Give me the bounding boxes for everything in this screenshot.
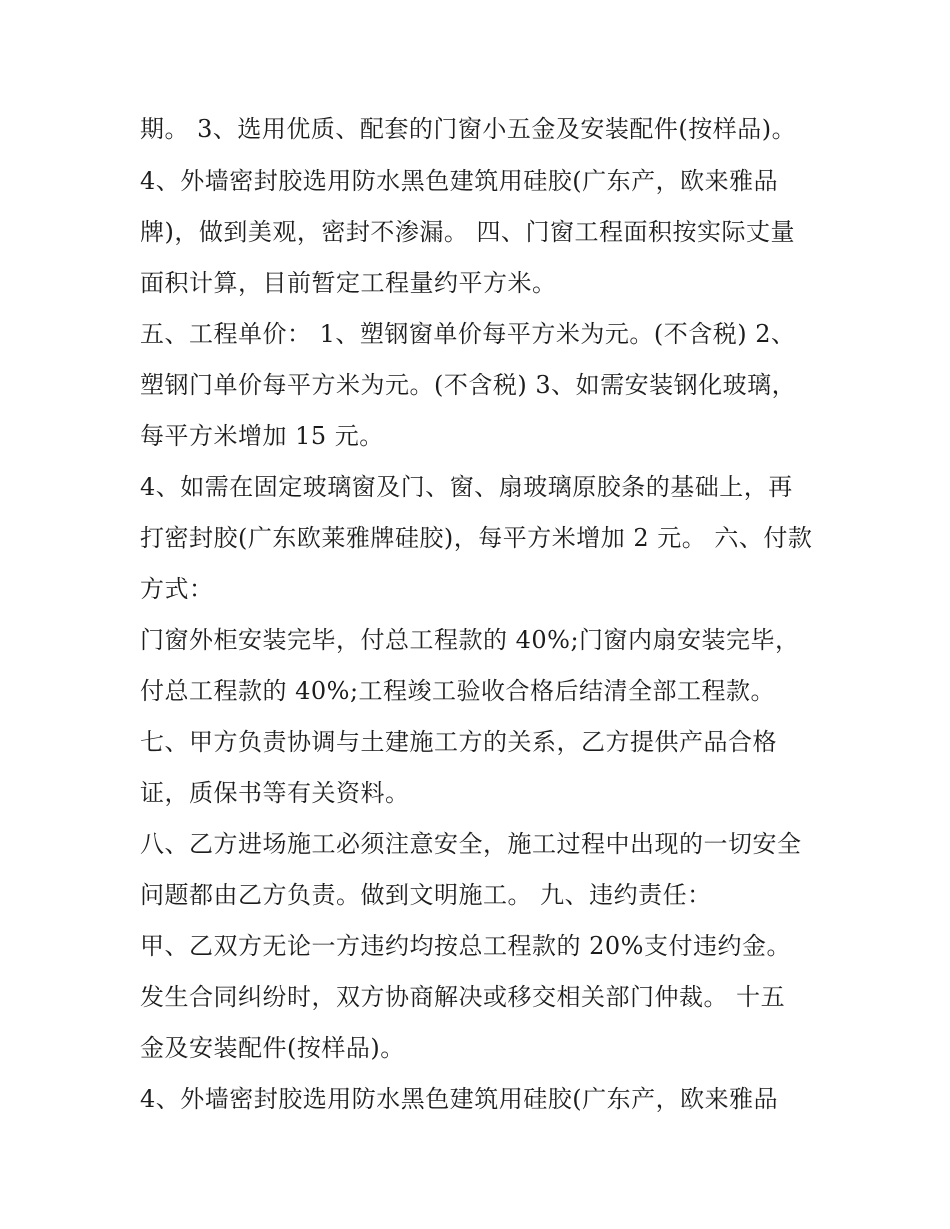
text-line: 塑钢门单价每平方米为元。(不含税) 3、如需安装钢化玻璃， (140, 371, 797, 399)
text-line: 七、甲方负责协调与土建施工方的关系，乙方提供产品合格 (140, 728, 777, 756)
text-line: 证，质保书等有关资料。 (140, 779, 410, 807)
text-line: 八、乙方进场施工必须注意安全，施工过程中出现的一切安全 (140, 830, 802, 858)
text-line: 打密封胶(广东欧莱雅牌硅胶)，每平方米增加 2 元。 六、付款 (140, 524, 813, 552)
text-line: 发生合同纠纷时，双方协商解决或移交相关部门仲裁。 十五 (140, 983, 786, 1011)
text-line: 甲、乙双方无论一方违约均按总工程款的 20%支付违约金。 (140, 932, 791, 960)
text-line: 问题都由乙方负责。做到文明施工。 九、违约责任： (140, 881, 712, 909)
text-line: 面积计算，目前暂定工程量约平方米。 (140, 269, 557, 297)
text-line: 4、外墙密封胶选用防水黑色建筑用硅胶(广东产，欧来雅品 (140, 1085, 779, 1113)
text-line: 4、外墙密封胶选用防水黑色建筑用硅胶(广东产，欧来雅品 (140, 167, 779, 195)
text-line: 门窗外柜安装完毕，付总工程款的 40%;门窗内扇安装完毕， (140, 626, 800, 654)
text-line: 金及安装配件(按样品)。 (140, 1034, 405, 1062)
text-line: 方式： (140, 575, 214, 603)
text-line: 牌)，做到美观，密封不渗漏。 四、门窗工程面积按实际丈量 (140, 218, 795, 246)
text-line: 付总工程款的 40%;工程竣工验收合格后结清全部工程款。 (140, 677, 776, 705)
text-line: 期。 3、选用优质、配套的门窗小五金及安装配件(按样品)。 (140, 115, 797, 143)
text-line: 每平方米增加 15 元。 (140, 422, 384, 450)
text-line: 4、如需在固定玻璃窗及门、窗、扇玻璃原胶条的基础上，再 (140, 473, 793, 501)
text-line: 五、工程单价： 1、塑钢窗单价每平方米为元。(不含税) 2、 (140, 320, 796, 348)
